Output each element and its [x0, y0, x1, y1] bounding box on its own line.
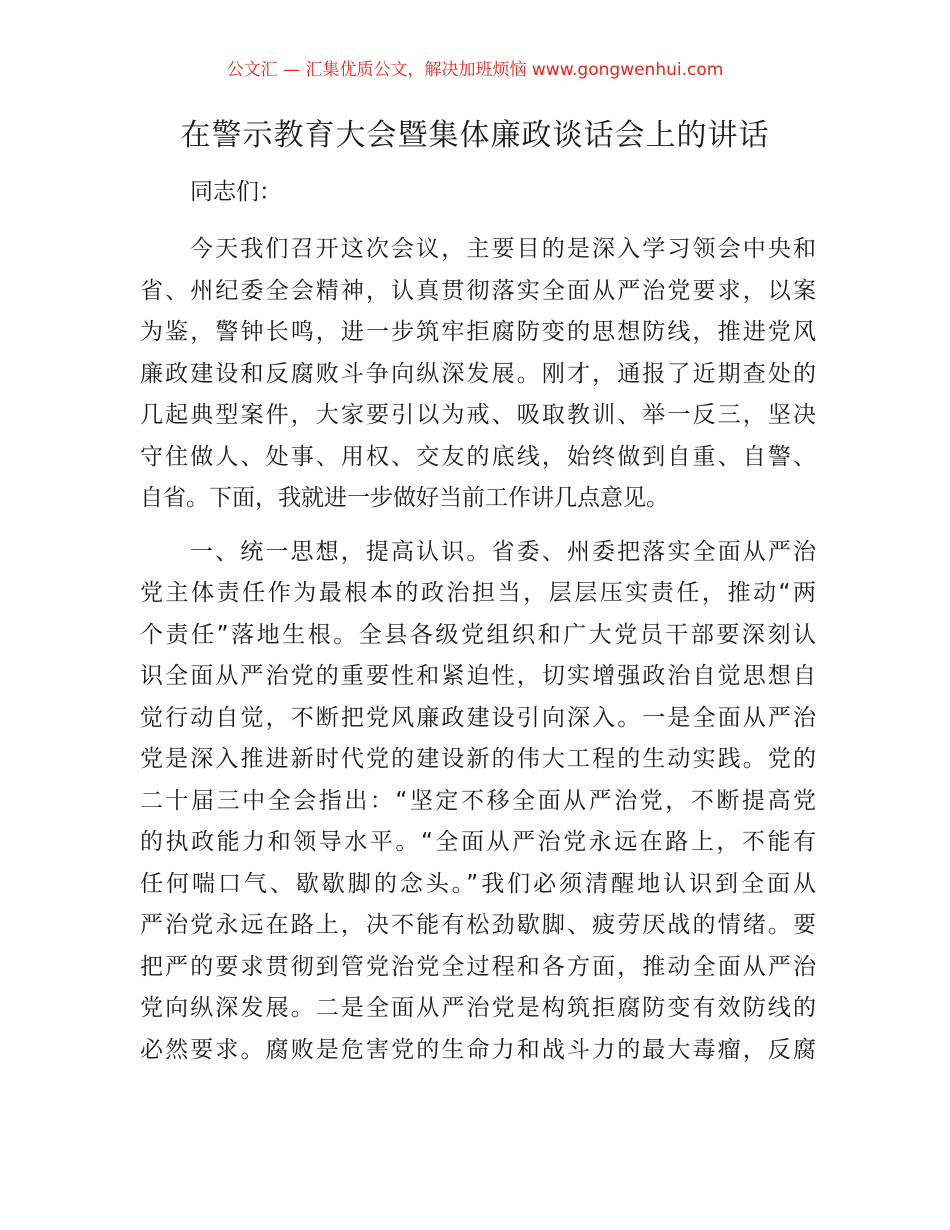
text-line: 自省。下面，我就进一步做好当前工作讲几点意见。 — [140, 485, 669, 511]
text-line: 二十届三中全会指出：“坚定不移全面从严治党，不断提高党 — [140, 787, 816, 814]
text-line: 一、统一思想，提高认识。省委、州委把落实全面从严治 — [190, 538, 816, 565]
text-line: 守住做人、处事、用权、交友的底线，始终做到自重、自警、 — [140, 443, 816, 470]
text-line: 严治党永远在路上，决不能有松劲歇脚、疲劳厌战的情绪。要 — [140, 912, 816, 938]
document-body — [140, 229, 816, 1071]
text-line: 的执政能力和领导水平。“全面从严治党永远在路上，不能有 — [140, 829, 816, 855]
text-line: 党是深入推进新时代党的建设新的伟大工程的生动实践。党的 — [140, 746, 816, 772]
text-line: 任何喘口气、歇歇脚的念头。”我们必须清醒地认识到全面从 — [140, 870, 816, 897]
text-line: 党向纵深发展。二是全面从严治党是构筑拒腐防变有效防线的 — [140, 995, 816, 1021]
salutation: 同志们： — [190, 179, 282, 205]
text-line: 识全面从严治党的重要性和紧迫性，切实增强政治自觉思想自 — [140, 663, 816, 689]
text-line: 个责任”落地生根。全县各级党组织和广大党员干部要深刻认 — [140, 621, 816, 648]
text-line: 省、州纪委全会精神，认真贯彻落实全面从严治党要求，以案 — [140, 277, 816, 304]
text-line: 几起典型案件，大家要引以为戒、吸取教训、举一反三，坚决 — [140, 402, 816, 428]
document-title: 在警示教育大会暨集体廉政谈话会上的讲话 — [180, 118, 770, 153]
paragraph-intro — [140, 229, 816, 520]
text-line: 觉行动自觉，不断把党风廉政建设引向深入。一是全面从严治 — [140, 704, 816, 731]
text-line: 廉政建设和反腐败斗争向纵深发展。刚才，通报了近期查处的 — [140, 360, 816, 387]
text-line: 党主体责任作为最根本的政治担当，层层压实责任，推动“两 — [140, 580, 816, 606]
text-line: 必然要求。腐败是危害党的生命力和战斗力的最大毒瘤，反腐 — [140, 1036, 816, 1063]
site-banner: 公文汇 — 汇集优质公文，解决加班烦恼 www.gongwenhui.com — [226, 60, 724, 80]
text-line: 今天我们召开这次会议，主要目的是深入学习领会中央和 — [190, 236, 816, 262]
paragraph-section-one — [140, 532, 816, 1072]
text-line: 把严的要求贯彻到管党治党全过程和各方面，推动全面从严治 — [140, 953, 816, 980]
text-line: 为鉴，警钟长鸣，进一步筑牢拒腐防变的思想防线，推进党风 — [140, 319, 816, 345]
